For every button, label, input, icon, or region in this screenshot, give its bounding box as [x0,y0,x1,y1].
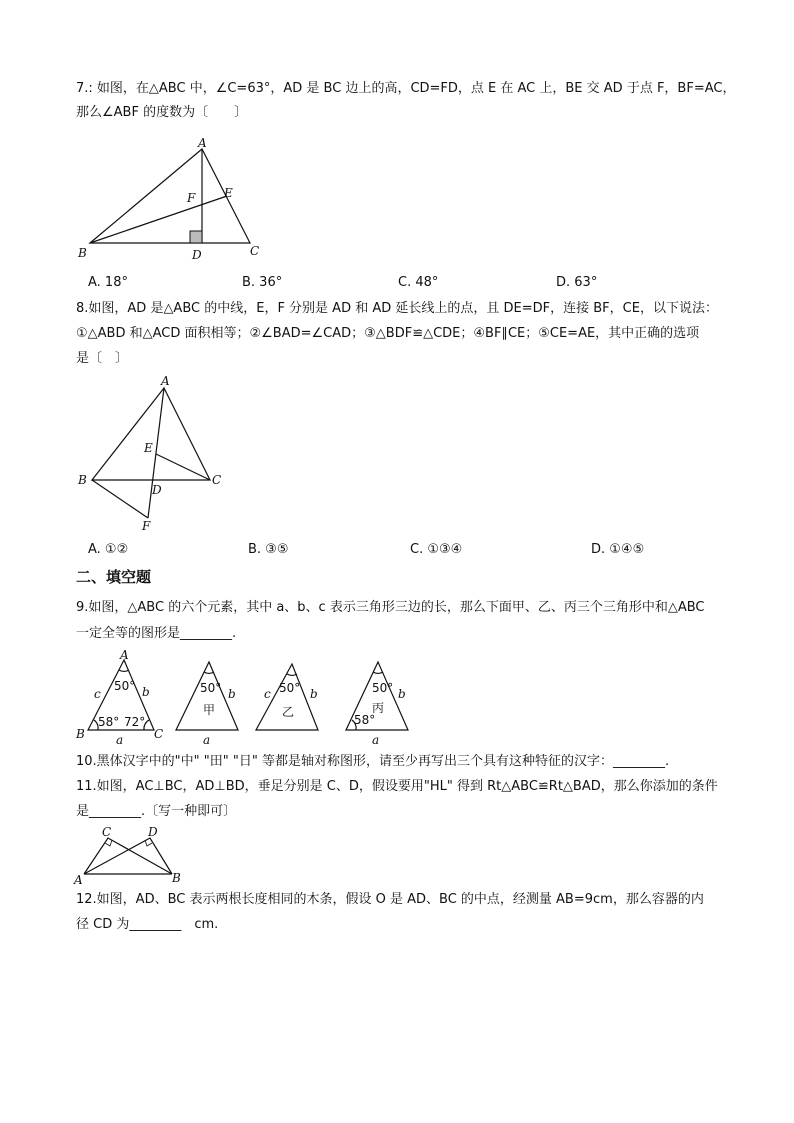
q8-option-a: A. ①② [88,542,129,557]
q9-figure [72,648,432,748]
q9-label-c-vertex: C [154,727,164,741]
q9-yi-side-b: b [310,687,318,701]
q9-yi-label: 乙 [282,705,295,719]
q12-text-line1: 12.如图，AD、BC 表示两根长度相同的木条，假设 O 是 AD、BC 的中点，经测量 AB=9cm，那么容器的内 [76,892,704,907]
q9-angle-72: 72° [124,715,146,729]
q9-triangle-abc [75,648,163,747]
q8-label-d: D [152,483,162,497]
q7-option-b: B. 36° [242,275,283,290]
q9-text-line1: 9.如图，△ABC 的六个元素，其中 a、b、c 表示三角形三边的长，那么下面甲、乙、丙三个三角形中和△ABC [76,600,705,615]
q8-label-b: B [78,473,87,487]
q7-label-b: B [78,246,87,260]
q7-option-c: C. 48° [398,275,439,290]
q8-text-line2: ①△ABD 和△ACD 面积相等；②∠BAD=∠CAD；③△BDF≌△CDE；④BF∥CE；⑤CE=AE，其中正确的选项 [76,326,700,341]
q9-bing-angle-50: 50° [372,681,394,695]
q8-label-f: F [142,519,151,533]
q11-triangle-acb [84,838,172,874]
q8-segment-ce [156,454,210,480]
q9-triangle-jia [176,662,238,747]
q9-triangle-yi [256,664,318,730]
q11-label-b: B [172,871,181,884]
q11-text-line2: 是________.〔写一种即可〕 [76,804,237,819]
q9-jia-side-a: a [203,733,211,747]
q8-option-c: C. ①③④ [410,542,463,557]
q9-jia-angle-50: 50° [200,681,222,695]
q7-label-c: C [250,244,260,258]
q7-label-f: F [187,191,196,205]
q8-option-d: D. ①④⑤ [591,542,645,557]
q11-label-d: D [148,825,158,839]
q9-label-c-side: c [94,687,101,701]
q8-label-c: C [212,473,222,487]
section-title-fill-in: 二、填空题 [76,568,152,586]
q9-triangle-bing [346,662,408,747]
q10-text-line1: 10.黑体汉字中的"中" "田" "日" 等都是轴对称图形，请至少再写出三个具有这种特征的汉字：________. [76,754,670,769]
q7-figure [72,135,272,265]
q9-label-a-side: a [116,733,124,747]
q8-label-e: E [144,441,153,455]
q7-label-d: D [192,248,202,262]
q9-angle-58: 58° [98,715,120,729]
q9-bing-label: 丙 [372,701,385,715]
q9-label-b-side: b [142,685,150,699]
q7-segment-be [90,196,227,243]
q11-right-angle-d [145,840,152,846]
q8-text-line3: 是〔 〕 [76,351,129,366]
q11-label-a: A [74,873,83,884]
q9-bing-side-a: a [372,733,380,747]
q8-option-b: B. ③⑤ [248,542,289,557]
q8-figure [72,372,232,537]
q7-label-a: A [198,136,207,150]
q11-figure [72,824,192,884]
q7-option-a: A. 18° [88,275,128,290]
q8-text-line1: 8.如图，AD 是△ABC 的中线，E，F 分别是 AD 和 AD 延长线上的点，且 DE=DF，连接 BF，CE，以下说法： [76,301,718,316]
q9-yi-side-c: c [264,687,271,701]
q9-label-b-vertex: B [76,727,85,741]
q12-text-line2: 径 CD 为________ cm. [76,917,219,932]
q9-bing-side-b: b [398,687,406,701]
q8-triangle-abc [92,388,210,480]
q7-text-line2: 那么∠ABF 的度数为〔 〕 [76,105,248,120]
q9-yi-angle-50: 50° [279,681,301,695]
q11-triangle-adb [84,838,172,874]
q9-text-line2: 一定全等的图形是________. [76,626,237,641]
q9-bing-angle-58: 58° [354,713,376,727]
q7-text-line1: 7.: 如图，在△ABC 中，∠C=63°，AD 是 BC 边上的高，CD=FD，点 E 在 AC 上，BE 交 AD 于点 F，BF=AC， [76,81,736,96]
q8-segment-bf [92,480,148,518]
q11-text-line1: 11.如图，AC⊥BC，AD⊥BD，垂足分别是 C、D，假设要用"HL" 得到 Rt△ABC≌Rt△BAD，那么你添加的条件 [76,779,718,794]
q9-jia-label: 甲 [203,703,216,717]
q7-label-e: E [224,186,233,200]
q7-right-angle-mark [190,231,202,243]
q9-angle-50: 50° [114,679,136,693]
q8-label-a: A [161,374,170,388]
q9-jia-side-b: b [228,687,236,701]
q9-label-a-vertex: A [120,648,129,662]
q11-label-c: C [102,825,112,839]
q7-option-d: D. 63° [556,275,598,290]
